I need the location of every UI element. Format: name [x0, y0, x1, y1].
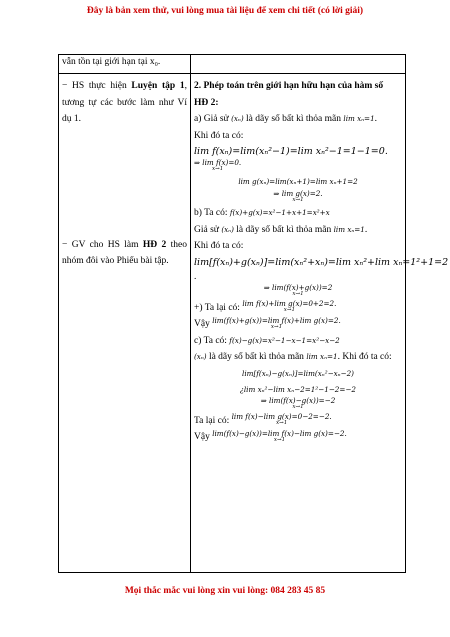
table-row: [59, 55, 406, 74]
preview-banner-top: Đây là bản xem thử, vui lòng mua tài liệu để xem chi tiết (có lời giải): [86, 6, 364, 16]
equation-lim-g-xn: lim g(xₙ)=lim(xₙ+1)=lim xₙ+1=2: [238, 177, 358, 186]
equation-lim-g: ⇒ lim g(x)=2. x→1: [273, 188, 323, 203]
part-a-intro: a) Giả sử (xₙ) là dãy số bất kì thỏa mãn lim xₙ=1.: [194, 114, 378, 124]
sum-of-limits: +) Ta lại có: lim f(x)+lim g(x)=0+2=2. x→1: [194, 299, 337, 314]
equation-lim-diff-xn: lim[f(xₙ)−g(xₙ)]=lim(xₙ²−xₙ−2): [242, 368, 354, 378]
hd2-label: HĐ 2:: [194, 97, 219, 108]
top-right-cell: [191, 55, 406, 74]
equation-lim-f-xn: lim f(xₙ)=lim(xₙ²−1)=lim xₙ²−1=1−1=0.: [194, 146, 388, 157]
equation-lim-diff-expand: ¿lim xₙ²−lim xₙ−2=1²−1−2=−2: [240, 384, 356, 394]
contact-banner-bottom: Mọi thắc mắc vui lòng xin vui lòng: 084 283 45 85: [124, 586, 326, 596]
khi-do-b: Khi đó ta có:: [194, 241, 244, 251]
top-left-text: vẫn tồn tại giới hạn tại x₀.: [62, 57, 161, 67]
conclusion-difference: Vậy lim(f(x)−g(x))=lim f(x)−lim g(x)=−2. x→1: [194, 428, 347, 443]
activity-practice: − HS thực hiện Luyện tập 1, tương tự các bước làm như Ví dụ 1.: [62, 81, 187, 124]
activity-hd2: − GV cho HS làm HĐ 2 theo nhóm đôi vào Phiếu bài tập.: [62, 239, 187, 266]
equation-lim-f: ⇒ lim f(x)=0. x→1: [194, 157, 242, 172]
part-b-intro: b) Ta có: f(x)+g(x)=x²−1+x+1=x²+x: [194, 208, 330, 218]
part-c-assume: (xₙ) là dãy số bất kì thỏa mãn lim xₙ=1. Khi đó ta có:: [194, 352, 392, 362]
equation-lim-sum-xn: lim[f(xₙ)+g(xₙ)]=lim(xₙ²+xₙ)=lim xₙ²+lim xₙ=1²+1=2: [194, 256, 449, 268]
teacher-activity-cell: [59, 74, 191, 573]
period-mark: .: [194, 271, 197, 282]
section-heading: 2. Phép toán trên giới hạn hữu hạn của hàm số: [194, 81, 384, 91]
part-b-assume: Giả sử (xₙ) là dãy số bất kì thỏa mãn lim xₙ=1.: [194, 224, 368, 235]
lesson-table: [58, 54, 449, 573]
equation-lim-sum: ⇒ lim(f(x)+g(x))=2 x→1: [263, 283, 333, 298]
content-cell: [191, 74, 449, 573]
top-left-cell: [59, 55, 191, 74]
table-row: [59, 74, 406, 573]
conclusion-sum: Vậy lim(f(x)+g(x))=lim f(x)+lim g(x)=2. x→1: [194, 315, 341, 330]
khi-do-a: Khi đó ta có:: [194, 130, 244, 141]
difference-of-limits: Ta lại có: lim f(x)−lim g(x)=0−2=−2. x→1: [194, 412, 332, 427]
equation-lim-diff: ⇒ lim(f(x)−g(x))=−2 x→1: [260, 396, 336, 411]
part-c-intro: c) Ta có: f(x)−g(x)=x²−1−x−1=x²−x−2: [194, 335, 340, 346]
